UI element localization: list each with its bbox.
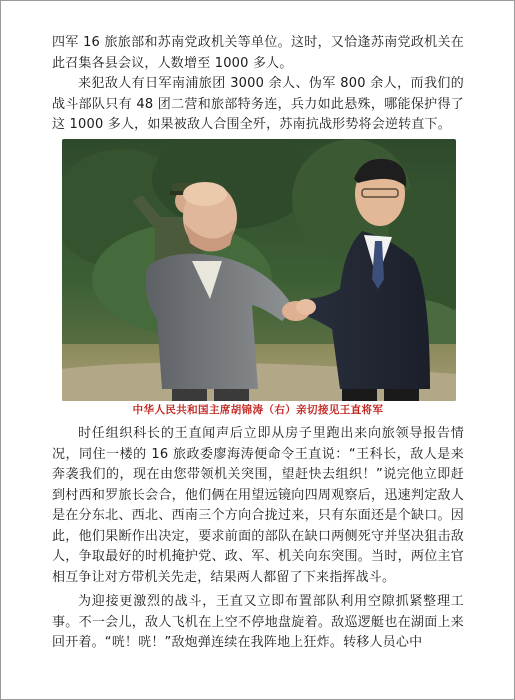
top-text-block <box>52 33 464 136</box>
photo-handshake <box>62 139 456 401</box>
paragraph: 时任组织科长的王直闻声后立即从房子里跑出来向旅领导报告情况，同住一楼的 16 旅政委廖海涛便命令王直说：“王科长，敌人是来奔袭我们的，现在由您带领机关突围，望赶快去组织！”说完他立即赶到村西和罗旅长会合，他们俩在用望远镜向四周观察后，迅速判定敌人是在分东北、西北、西南三个方向合拢过来，只有东面还是个缺口。因此，他们果断作出决定，要求前面的部队在缺口两侧死守并坚决狙击敌人，争取最好的时机掩护党、政、军、机关向东突围。当时，两位主官相互争让对方带机关先走，结果两人都留了下来指挥战斗。 <box>52 426 464 585</box>
paragraph: 为迎接更激烈的战斗，王直又立即布置部队利用空隙抓紧整理工事。不一会儿，敌人飞机在上空不停地盘旋着。敌巡逻艇也在湖面上来回开着。“咣！咣！”敌炮弹连续在我阵地上狂炸。转移人员心中 <box>52 594 464 650</box>
paragraph: 四军 16 旅旅部和苏南党政机关等单位。这时，又恰逢苏南党政机关在此召集各县会议，人数增至 1000 多人。 <box>52 35 464 71</box>
bottom-text-block <box>52 424 464 654</box>
photo-caption: 中华人民共和国主席胡锦涛（右）亲切接见王直将军 <box>132 404 384 416</box>
paragraph: 来犯敌人有日军南浦旅团 3000 余人、伪军 800 余人，而我们的战斗部队只有 48 团二营和旅部特务连，兵力如此悬殊，哪能保护得了这 1000 多人，如果被敌人合围全歼，苏南抗战形势将会逆转直下。 <box>52 76 464 132</box>
